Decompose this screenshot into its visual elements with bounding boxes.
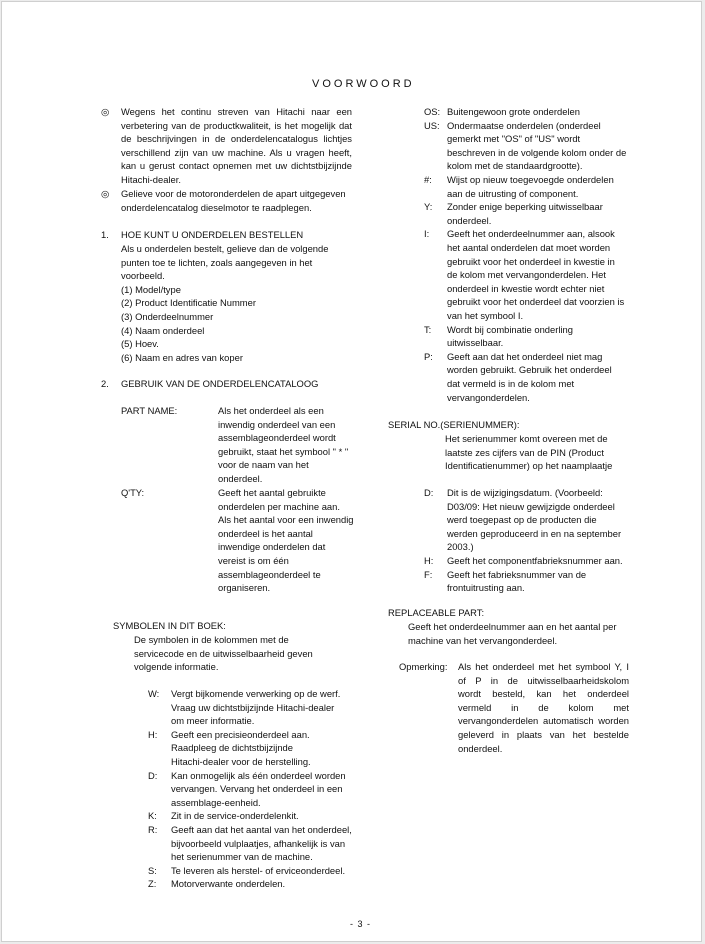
subsection-heading: SERIAL NO.(SERIENUMMER): <box>388 419 520 430</box>
remark-text-line: geleverd in plaats van het bestelde <box>458 729 629 740</box>
symbol-description-line: D03/09: Het nieuw gewijzigde onderdeel <box>447 500 615 512</box>
symbol-description-line: Geeft het componentfabrieksnummer aan. <box>447 555 623 566</box>
field-label: Q'TY: <box>121 487 145 498</box>
subsection-text-line: servicecode en de uitwisselbaarheid geven <box>134 647 313 659</box>
symbol-description-line: onderdeel in kwestie wordt echter niet <box>447 282 605 294</box>
symbol-description-line: gemerkt met "OS" of "US" wordt <box>447 133 581 145</box>
intro-text-line: Hitachi-dealer. <box>121 174 181 185</box>
symbol-code: R: <box>148 824 158 835</box>
symbol-description-line: Geeft het onderdeelnummer aan, alsook <box>447 228 615 240</box>
symbol-description-line: Zonder enige beperking uitwisselbaar <box>447 201 603 213</box>
symbol-description-line: assemblage-eenheid. <box>171 796 261 808</box>
field-description-line: Geeft het aantal gebruikte <box>218 487 326 498</box>
subsection-text-line: machine van het vervangonderdeel. <box>408 634 558 646</box>
symbol-description-line: Geeft een precisieonderdeel aan. <box>171 728 310 740</box>
symbol-description-line: vervangen. Vervang het onderdeel in een <box>171 783 343 795</box>
intro-text-line: kan u gerust contact opnemen met uw dichtstbijzijnde <box>121 160 352 172</box>
field-description-line: Als het aantal voor een inwendig <box>218 514 354 526</box>
remark-text-line: onderdeel. <box>458 742 503 754</box>
field-description-line: Als het onderdeel als een <box>218 405 324 416</box>
subsection-text-line: De symbolen in de kolommen met de <box>134 634 289 645</box>
subsection-text-line: Het serienummer komt overeen met de <box>445 433 608 444</box>
symbol-description-line: gebruikt voor het onderdeel dat voorzien is <box>447 296 625 308</box>
field-description-line: gebruikt, staat het symbool " * " <box>218 445 349 457</box>
subsection-heading: REPLACEABLE PART: <box>388 607 485 618</box>
field-description-line: vereist is om één <box>218 555 289 566</box>
symbol-code: P: <box>424 350 433 362</box>
symbol-description-line: Zit in de service-onderdelenkit. <box>171 810 299 822</box>
symbol-code: W: <box>148 688 160 699</box>
symbol-description-line: de kolom met vervangonderdelen. Het <box>447 269 606 281</box>
symbol-description-line: worden gebruikt. Gebruik het onderdeel <box>447 364 612 376</box>
bullet-marker: ◎ <box>101 188 110 199</box>
field-description-line: assemblageonderdeel te <box>218 568 321 580</box>
symbol-code: OS: <box>424 106 441 117</box>
remark-text-line: vervangonderdelen automatisch worden <box>458 715 629 727</box>
symbol-code: K: <box>148 810 157 822</box>
symbol-description-line: Dit is de wijzigingsdatum. (Voorbeeld: <box>447 487 603 498</box>
symbol-description-line: Hitachi-dealer voor de herstelling. <box>171 756 311 767</box>
remark-text-line: Als het onderdeel met het symbool Y, I <box>458 661 629 672</box>
symbol-code: D: <box>424 487 434 498</box>
section-heading: GEBRUIK VAN DE ONDERDELENCATALOOG <box>121 378 319 389</box>
remark-label: Opmerking: <box>399 661 448 672</box>
symbol-description-line: Wordt bij combinatie onderling <box>447 323 573 335</box>
section-text-line: voorbeeld. <box>121 270 165 282</box>
section-number: 1. <box>101 229 109 240</box>
section-text-line: Als u onderdelen bestelt, gelieve dan de volgende <box>121 243 329 254</box>
section-heading: HOE KUNT U ONDERDELEN BESTELLEN <box>121 229 304 240</box>
symbol-code: T: <box>424 323 432 335</box>
symbol-code: H: <box>148 728 158 740</box>
symbol-description-line: beschreven in de volgende kolom onder de <box>447 146 627 158</box>
symbol-description-line: bijvoorbeeld vulplaatjes, afhankelijk is van <box>171 837 346 849</box>
field-description-line: inwendig onderdeel van een <box>218 418 336 430</box>
symbol-description-line: werd toegepast op de producten die <box>447 514 597 526</box>
page-number: - 3 - <box>350 919 372 929</box>
page-title: VOORWOORD <box>312 78 415 90</box>
section-text-line: punten toe te lichten, zoals aangegeven in het <box>121 256 313 268</box>
symbol-description-line: onderdeel. <box>447 214 492 226</box>
symbol-description-line: 2003.) <box>447 541 474 553</box>
subsection-text-line: laatste zes cijfers van de PIN (Product <box>445 446 604 458</box>
order-item: (4) Naam onderdeel <box>121 324 205 336</box>
intro-text-line: Gelieve voor de motoronderdelen de apart uitgegeven <box>121 188 346 199</box>
symbol-description-line: van het symbool I. <box>447 310 524 321</box>
subsection-text-line: Geeft het onderdeelnummer aan en het aantal per <box>408 621 617 632</box>
document-page <box>1 1 702 942</box>
symbol-description-line: Geeft aan dat het aantal van het onderdeel, <box>171 824 352 835</box>
symbol-description-line: aan de uitrusting of component. <box>447 187 579 199</box>
symbol-code: US: <box>424 119 440 131</box>
symbol-description-line: Ondermaatse onderdelen (onderdeel <box>447 119 601 131</box>
symbol-description-line: Vraag uw dichtstbijzijnde Hitachi-dealer <box>171 701 335 713</box>
symbol-code: I: <box>424 228 430 240</box>
symbol-description-line: Geeft het fabrieksnummer van de <box>447 568 587 580</box>
field-description-line: onderdeel is het aantal <box>218 527 313 539</box>
subsection-heading: SYMBOLEN IN DIT BOEK: <box>113 620 226 631</box>
order-item: (1) Model/type <box>121 283 181 295</box>
remark-text-line: vermeld in de kolom met <box>458 701 629 713</box>
order-item: (6) Naam en adres van koper <box>121 351 243 363</box>
symbol-description-line: Motorverwante onderdelen. <box>171 878 286 890</box>
subsection-text-line: volgende informatie. <box>134 661 219 673</box>
remark-text-line: wordt besteld, kan het onderdeel <box>458 688 629 700</box>
field-description-line: onderdelen per machine aan. <box>218 500 340 512</box>
symbol-description-line: vervangonderdelen. <box>447 391 530 403</box>
symbol-description-line: Raadpleeg de dichtstbijzijnde <box>171 742 293 754</box>
symbol-description-line: om meer informatie. <box>171 715 255 727</box>
order-item: (2) Product Identificatie Nummer <box>121 297 256 309</box>
symbol-description-line: werden geproduceerd in en na september <box>447 527 622 539</box>
field-description-line: assemblageonderdeel wordt <box>218 432 336 444</box>
intro-text-line: verschillend zijn van uw machine. Als u vragen heeft, <box>121 146 352 158</box>
order-item: (3) Onderdeelnummer <box>121 311 214 322</box>
symbol-description-line: Kan onmogelijk als één onderdeel worden <box>171 769 346 781</box>
field-description-line: organiseren. <box>218 582 271 594</box>
field-description-line: voor de naam van het <box>218 459 309 471</box>
symbol-code: H: <box>424 555 434 566</box>
remark-text-line: of P in de uitwisselbaarheidskolom <box>458 674 629 686</box>
symbol-code: F: <box>424 568 433 580</box>
symbol-description-line: dat vermeld is in de kolom met <box>447 378 575 389</box>
symbol-description-line: gebruikt voor het onderdeel in kwestie in <box>447 255 615 267</box>
symbol-description-line: het aantal onderdelen dat moet worden <box>447 242 611 253</box>
intro-text-line: onderdelencatalog dieselmotor te raadplegen. <box>121 201 312 213</box>
symbol-description-line: Buitengewoon grote onderdelen <box>447 106 580 117</box>
symbol-description-line: Te leveren als herstel- of erviceonderdeel. <box>171 864 346 876</box>
symbol-description-line: Geeft aan dat het onderdeel niet mag <box>447 350 603 362</box>
symbol-description-line: uitwisselbaar. <box>447 337 504 349</box>
symbol-description-line: Wijst op nieuw toegevoegde onderdelen <box>447 174 614 185</box>
symbol-code: #: <box>424 174 432 185</box>
symbol-description-line: frontuitrusting aan. <box>447 582 525 594</box>
symbol-code: Y: <box>424 201 433 213</box>
symbol-description-line: Vergt bijkomende verwerking op de werf. <box>171 688 341 699</box>
symbol-code: S: <box>148 864 157 876</box>
intro-text-line: Wegens het continu streven van Hitachi naar een <box>121 106 352 117</box>
intro-text-line: verbetering van de productkwaliteit, is het mogelijk dat <box>121 119 352 131</box>
field-description-line: inwendige onderdelen dat <box>218 541 326 553</box>
order-item: (5) Hoev. <box>121 338 159 350</box>
intro-text-line: de beschrijvingen in de onderdelencatalogus lichtjes <box>121 133 352 145</box>
field-label: PART NAME: <box>121 405 178 416</box>
bullet-marker: ◎ <box>101 106 110 117</box>
section-number: 2. <box>101 378 109 389</box>
subsection-text-line: Identificatienummer) op het naamplaatje <box>445 460 613 472</box>
symbol-code: Z: <box>148 878 157 890</box>
symbol-code: D: <box>148 769 158 781</box>
symbol-description-line: kolom met de standaardgrootte). <box>447 160 583 172</box>
field-description-line: onderdeel. <box>218 473 263 484</box>
symbol-description-line: het serienummer van de machine. <box>171 851 313 863</box>
